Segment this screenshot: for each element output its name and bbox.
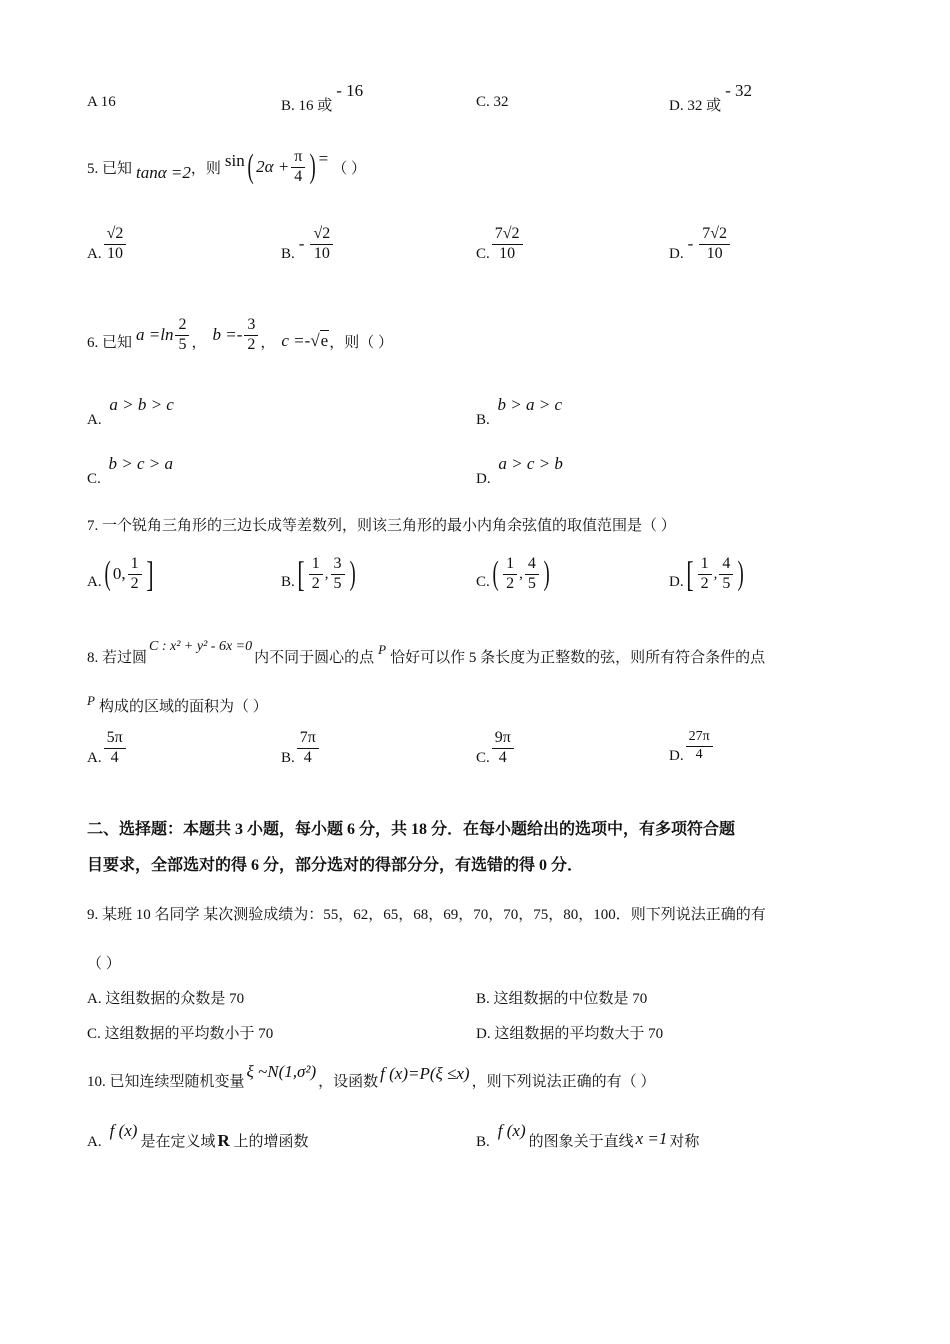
q8-circle-eq: C : x² + y² - 6x =0 [149, 639, 253, 654]
q7-option-d-n1: 1 [698, 556, 712, 575]
q6-option-d-label: D. [476, 471, 491, 487]
q7-option-c-close: ) [543, 555, 550, 592]
section2-title-line2: 目要求，全部选对的得 6 分，部分选对的得部分分，有选错的得 0 分． [87, 857, 584, 874]
q8-option-a [87, 730, 128, 767]
q10-option-b-text2: 对称 [669, 1134, 700, 1150]
q7-option-a-open: ( [104, 555, 111, 592]
q8-option-a-frac [104, 730, 126, 767]
q5-option-d-sign: - [687, 234, 694, 254]
q7-option-b-label: B. [281, 573, 295, 590]
q5-option-d-den: 10 [706, 244, 723, 262]
q6-stem-tail: ，则（ ） [329, 334, 393, 351]
q6-b-den: 2 [247, 335, 256, 353]
q7-option-c-d1: 2 [506, 574, 515, 592]
q6-a-den: 5 [178, 335, 187, 353]
q8-option-c-den: 4 [498, 748, 507, 766]
q7-option-a-den: 2 [130, 574, 139, 592]
q8-option-d-label: D. [669, 747, 684, 764]
q6-a-expr: a =ln [136, 325, 174, 344]
q8-stem-pre: 8. 若过圆 [87, 650, 148, 666]
q7-option-b-n1: 1 [309, 556, 323, 575]
q10-option-a-label: A. [87, 1134, 102, 1150]
q7-option-a-label: A. [87, 573, 102, 590]
q4-option-c: C. 32 [476, 94, 509, 110]
q7-option-b-open: [ [297, 554, 305, 594]
q6-stem [87, 310, 393, 360]
q7-option-a-num: 1 [128, 556, 142, 575]
q5-stem [87, 140, 366, 194]
q10-option-b [476, 1121, 700, 1151]
q8-option-c-frac [492, 730, 514, 767]
q5-option-c-label: C. [476, 245, 490, 262]
q8-option-b-den: 4 [303, 748, 312, 766]
q5-option-a-den: 10 [106, 244, 123, 262]
q4-option-b [281, 81, 364, 115]
q8-option-b-num: 7π [297, 730, 319, 749]
q5-stem-mid: ，则 [190, 160, 221, 177]
q9-answer-paren: （ ） [87, 956, 121, 972]
q10-stem-mid: ，设函数 [318, 1074, 379, 1090]
q5-option-c [476, 226, 525, 263]
q5-option-d-label: D. [669, 245, 684, 262]
q5-option-d [669, 226, 732, 263]
q8-option-b-label: B. [281, 749, 295, 766]
q10-option-a-text1: 是在定义域 [140, 1134, 216, 1150]
q5-option-d-frac [699, 226, 730, 263]
q8-option-d-frac [686, 730, 713, 762]
q4-option-d [669, 81, 753, 115]
q6-option-d [476, 454, 563, 487]
q7-option-d-close: ) [737, 555, 745, 592]
q8-option-b-frac [297, 730, 319, 767]
q8-option-c-num: 9π [492, 730, 514, 749]
q5-option-a-label: A. [87, 245, 102, 262]
q7-option-a-close: ] [146, 554, 154, 594]
q6-b-expr: b =- [212, 325, 243, 344]
q7-option-b-d1: 2 [311, 574, 320, 592]
q6-option-b-expr: b > a > c [497, 395, 563, 414]
q7-option-b-d2: 5 [333, 574, 342, 592]
q5-option-a-frac [104, 226, 127, 263]
q8-option-a-label: A. [87, 749, 102, 766]
q8-option-d [669, 730, 715, 762]
q7-option-c-label: C. [476, 573, 490, 590]
q8-option-a-den: 4 [110, 748, 119, 766]
q10-function: f (x)=P(ξ ≤x) [380, 1064, 470, 1083]
q10-option-a-text2: 上的增函数 [229, 1134, 309, 1150]
q7-option-c-n2: 4 [525, 556, 539, 575]
q10-option-b-label: B. [476, 1134, 490, 1150]
q7-option-c-frac1 [503, 556, 517, 593]
q6-option-b-label: B. [476, 412, 490, 428]
q5-option-a-num: √2 [104, 226, 127, 245]
q5-option-c-frac [492, 226, 523, 263]
q6-option-a [87, 395, 174, 428]
q5-equals: = [318, 149, 329, 168]
q6-stem-pre: 6. 已知 [87, 334, 133, 351]
q5-sin: sin [224, 151, 245, 170]
q5-four: 4 [294, 167, 303, 185]
q5-option-b [281, 226, 335, 263]
q10-option-a-domain-r: R [217, 1131, 230, 1150]
q5-expr-inner: 2α + [256, 157, 290, 176]
q7-option-c-open: ( [492, 555, 499, 592]
q10-option-a-f: f (x) [109, 1121, 138, 1140]
q6-sep2: ， [260, 334, 276, 351]
q5-condition: tanα =2 [136, 163, 191, 182]
q7-option-d: D. [ $\frac{1}{2}$ , $\frac{4}{5}$ ) [669, 554, 745, 594]
q5-left-paren: ( [247, 148, 254, 185]
q8-stem-line1 [87, 639, 766, 667]
q5-option-d-num: 7√2 [699, 226, 730, 245]
q5-option-b-label: B. [281, 245, 295, 262]
q5-pi-over-4 [291, 149, 305, 186]
q9-stem: 9. 某班 10 名同学 某次测验成绩为：55，62，65，68，69，70，70，75，80，100．则下列说法正确的有 [87, 907, 766, 923]
q7-option-b: B. [ $\frac{1}{2}$ , $\frac{3}{5}$ ) [281, 554, 356, 594]
q10-stem-pre: 10. 已知连续型随机变量 [87, 1074, 245, 1090]
q6-a-frac [175, 317, 189, 354]
q10-stem [87, 1062, 656, 1091]
q5-pi: π [291, 149, 305, 168]
q5-right-paren: ) [309, 148, 317, 185]
q6-option-a-label: A. [87, 412, 102, 428]
q4-option-a: A 16 [87, 94, 116, 110]
q8-option-b [281, 730, 321, 767]
q7-option-c-n1: 1 [503, 556, 517, 575]
q5-option-c-den: 10 [499, 244, 516, 262]
q6-option-c [87, 454, 174, 487]
q8-point-p: P [378, 642, 387, 657]
q8-line2-text: 构成的区域的面积为（ ） [98, 699, 268, 715]
q6-option-a-expr: a > b > c [109, 395, 174, 414]
q5-answer-paren: （ ） [332, 160, 366, 177]
q7-option-a [87, 548, 156, 600]
q7-option-b-frac2 [331, 556, 345, 593]
q6-a-num: 2 [175, 317, 189, 336]
q6-option-c-label: C. [87, 471, 101, 487]
q9-option-c: C. 这组数据的平均数小于 70 [87, 1026, 274, 1042]
q7-option-d-frac1 [698, 556, 712, 593]
q10-option-b-line: x =1 [635, 1129, 668, 1148]
q8-option-d-den: 4 [695, 746, 703, 762]
q8-option-c-label: C. [476, 749, 490, 766]
q6-c-radicand: e [320, 331, 329, 350]
q6-b-frac [244, 317, 258, 354]
q7-option-d-d1: 2 [700, 574, 709, 592]
q5-option-b-frac [310, 226, 333, 263]
q10-option-b-text1: 的图象关于直线 [528, 1134, 634, 1150]
q6-c-expr: c =- [281, 331, 311, 350]
q10-distribution: ξ ~N(1,σ²) [246, 1062, 317, 1081]
q7-option-d-frac2 [719, 556, 733, 593]
q8-line2-p: P [87, 693, 95, 708]
q6-option-c-expr: b > c > a [108, 454, 174, 473]
q7-option-d-open: [ [685, 554, 694, 594]
q5-option-b-num: √2 [310, 226, 333, 245]
q7-option-a-frac [128, 556, 142, 593]
q7-option-b-n2: 3 [331, 556, 345, 575]
q5-option-c-num: 7√2 [492, 226, 523, 245]
q6-sep1: ， [191, 334, 207, 351]
q5-option-b-den: 10 [313, 244, 330, 262]
q5-option-a [87, 226, 128, 263]
q8-stem-post: 恰好可以作 5 条长度为正整数的弦，则所有符合条件的点 [390, 650, 766, 666]
q7-option-d-label: D. [669, 573, 684, 590]
q10-stem-tail: ，则下列说法正确的有（ ） [471, 1074, 656, 1090]
q7-option-b-close: ) [349, 555, 356, 592]
q6-option-b [476, 395, 563, 428]
q8-stem-line2 [87, 695, 268, 716]
q6-c-sqrt: √e [310, 331, 329, 350]
q7-option-c-frac2 [525, 556, 539, 593]
q8-option-a-num: 5π [104, 730, 126, 749]
q5-option-b-sign: - [298, 234, 305, 254]
q4-option-d-text: D. 32 或 [669, 98, 722, 114]
q4-option-b-text: B. 16 或 [281, 98, 333, 114]
q8-option-d-num: 27π [686, 730, 713, 747]
q6-option-d-expr: a > c > b [498, 454, 563, 473]
q4-option-b-sup: - 16 [336, 81, 364, 100]
q7-option-c-d2: 5 [527, 574, 536, 592]
q4-option-d-sup: - 32 [725, 81, 753, 100]
q7-option-d-d2: 5 [722, 574, 731, 592]
q10-option-a [87, 1121, 309, 1151]
q7-option-d-n2: 4 [719, 556, 733, 575]
q9-option-b: B. 这组数据的中位数是 70 [476, 991, 648, 1007]
q5-stem-pre: 5. 已知 [87, 160, 133, 177]
q7-option-b-frac1 [309, 556, 323, 593]
q9-option-a: A. 这组数据的众数是 70 [87, 991, 245, 1007]
q8-option-c [476, 730, 516, 767]
section2-title-line1: 二、选择题：本题共 3 小题，每小题 6 分，共 18 分．在每小题给出的选项中，有多项符合题 [87, 821, 736, 838]
q6-b-num: 3 [244, 317, 258, 336]
q8-stem-mid: 内不同于圆心的点 [254, 650, 375, 666]
q9-option-d: D. 这组数据的平均数大于 70 [476, 1026, 664, 1042]
q10-option-b-f: f (x) [497, 1121, 526, 1140]
q7-option-a-zero: 0, [112, 564, 126, 583]
q7-stem: 7. 一个锐角三角形的三边长成等差数列，则该三角形的最小内角余弦值的取值范围是（ ） [87, 518, 676, 534]
q7-option-c: C. ( $\frac{1}{2}$ , $\frac{4}{5}$ ) [476, 554, 550, 592]
